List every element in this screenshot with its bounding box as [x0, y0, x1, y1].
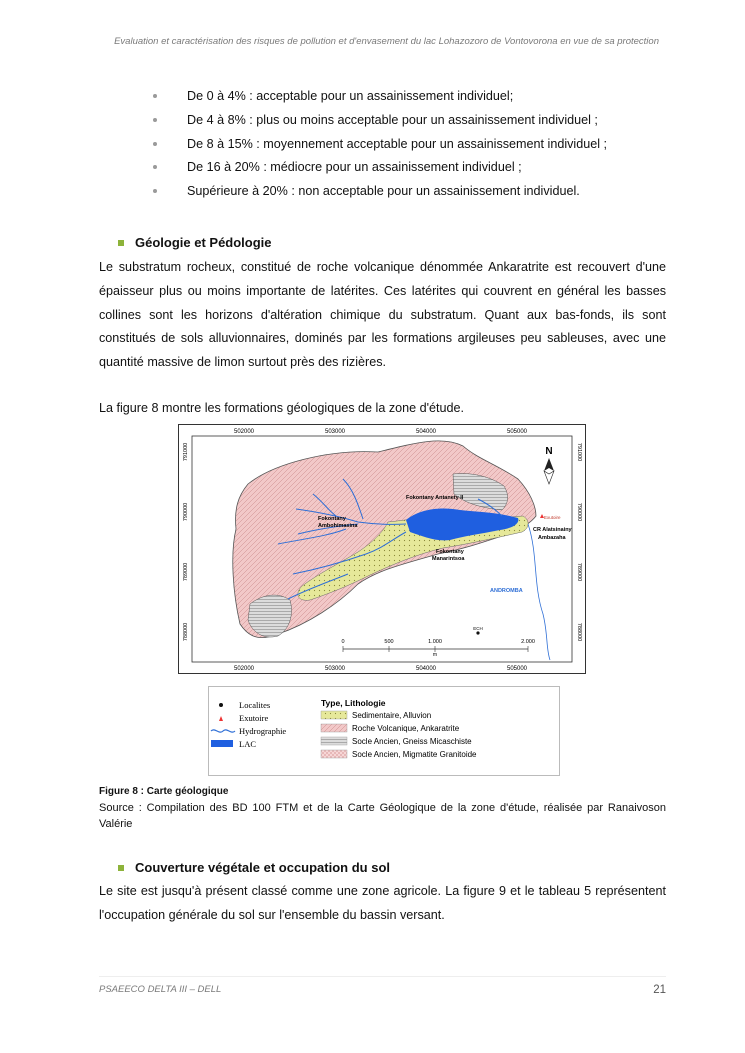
list-item: De 4 à 8% : plus ou moins acceptable pour un assainissement individuel ;: [150, 110, 607, 134]
gneiss-swatch: [321, 737, 347, 745]
figure-source: Source : Compilation des BD 100 FTM et de la Carte Géologique de la zone d'étude, réalisée par Ranaivoson Valérie: [99, 802, 666, 830]
svg-text:N: N: [545, 446, 553, 457]
volcanic-swatch: [321, 724, 347, 732]
legend-alluvion: Sedimentaire, Alluvion: [352, 711, 432, 720]
label-cr-2: Ambazaha: [538, 535, 566, 541]
right-tick-label: 791000: [576, 442, 582, 462]
label-antanety: Fokontany Antanety II: [406, 495, 464, 501]
vegetation-paragraph: Le site est jusqu'à présent classé comme une zone agricole. La figure 9 et le tableau 5 représentent l'occupation générale du sol sur l'ensemble du bassin versant.: [99, 884, 666, 922]
bottom-tick-label: 505000: [506, 666, 528, 672]
label-andromba: ANDROMBA: [490, 588, 523, 594]
bullet-dot-icon: [153, 142, 157, 146]
legend-localites: Localites: [239, 700, 271, 710]
figure-intro: La figure 8 montre les formations géologiques de la zone d'étude.: [99, 401, 465, 415]
exutoire-marker-icon: [219, 716, 223, 721]
bullet-dot-icon: [153, 118, 157, 122]
list-item: Supérieure à 20% : non acceptable pour un assainissement individuel.: [150, 181, 607, 205]
list-item: De 8 à 15% : moyennement acceptable pour un assainissement individuel ;: [150, 134, 607, 158]
figure-caption: Figure 8 : Carte géologique: [99, 786, 229, 797]
scale-unit: m: [432, 652, 438, 658]
bullet-dot-icon: [153, 165, 157, 169]
section-heading-geology: Géologie et Pédologie: [118, 235, 272, 250]
legend-lac: LAC: [239, 739, 256, 749]
top-tick-label: 502000: [233, 429, 255, 435]
locality-dot-icon: [476, 631, 479, 634]
hydrography-line-icon: [211, 730, 235, 732]
label-manarintsoa-1: Fokontany: [436, 549, 464, 555]
label-cr-1: CR Alatsinainy: [533, 527, 572, 533]
bottom-tick-label: 502000: [233, 666, 255, 672]
running-title: Evaluation et caractérisation des risques de pollution et d'envasement du lac Lohazozoro de Vontovorona en vue de sa protection: [114, 36, 659, 47]
alluvion-swatch: [321, 711, 347, 719]
top-tick-label: 504000: [415, 429, 437, 435]
scale-label: 2.000: [521, 639, 535, 645]
bullet-dot-icon: [153, 189, 157, 193]
label-exutoire: Exutoire: [544, 515, 561, 520]
label-ambohimasina-2: Ambohimasina: [318, 523, 358, 529]
scale-label: 0: [341, 639, 345, 645]
legend-type-title: Type, Lithologie: [321, 698, 386, 708]
bottom-tick-label: 504000: [415, 666, 437, 672]
label-manarintsoa-2: Manarintsoa: [432, 556, 465, 562]
scale-label: 1.000: [428, 639, 442, 645]
list-item: De 16 à 20% : médiocre pour un assainissement individuel ;: [150, 157, 607, 181]
footer-left: PSAEECO DELTA III – DELL: [99, 984, 222, 995]
left-tick-label: 789000: [183, 562, 189, 582]
legend-volcanic: Roche Volcanique, Ankaratrite: [352, 724, 460, 733]
locality-dot-icon: [219, 703, 223, 707]
top-tick-label: 505000: [506, 429, 528, 435]
left-tick-label: 788000: [183, 622, 189, 642]
right-tick-label: 789000: [576, 562, 582, 582]
legend-hydrographie: Hydrographie: [239, 726, 287, 736]
migmatite-swatch: [321, 750, 347, 758]
left-tick-label: 790000: [183, 502, 189, 522]
legend-exutoire: Exutoire: [239, 713, 269, 723]
geological-map: [178, 424, 586, 674]
right-tick-label: 790000: [576, 502, 582, 522]
left-tick-label: 791000: [183, 442, 189, 462]
section-heading-vegetation: Couverture végétale et occupation du sol: [118, 860, 390, 875]
map-legend: [208, 686, 560, 776]
label-ambohimasina-1: Fokontany: [318, 516, 346, 522]
slope-criteria-list: [150, 86, 607, 205]
legend-migmatite: Socle Ancien, Migmatite Granitoide: [352, 750, 477, 759]
list-item: De 0 à 4% : acceptable pour un assainissement individuel;: [150, 86, 607, 110]
square-bullet-icon: [118, 240, 124, 246]
bullet-dot-icon: [153, 94, 157, 98]
lake-swatch: [211, 740, 233, 747]
top-tick-label: 503000: [324, 429, 346, 435]
right-tick-label: 788000: [576, 622, 582, 642]
scale-title: ECH: [473, 626, 483, 631]
page-number: 21: [653, 984, 666, 996]
geology-paragraph: Le substratum rocheux, constitué de roche volcanique dénommée Ankaratrite est recouvert d'une épaisseur plus ou moins importante de latérites. Ces latérites qui couvrent en général les basses collines sont les horizons d'altération chimique du substratum. Quant aux bas-fonds, ils sont constitués de sols alluvionnaires, dominés par les formations argileuses peu sableuses, avec une quantité massive de limon surtout près des rizières.: [99, 260, 666, 370]
bottom-tick-label: 503000: [324, 666, 346, 672]
square-bullet-icon: [118, 865, 124, 871]
legend-gneiss: Socle Ancien, Gneiss Micaschiste: [352, 737, 472, 746]
footer-divider: [99, 976, 666, 977]
scale-label: 500: [384, 639, 394, 645]
